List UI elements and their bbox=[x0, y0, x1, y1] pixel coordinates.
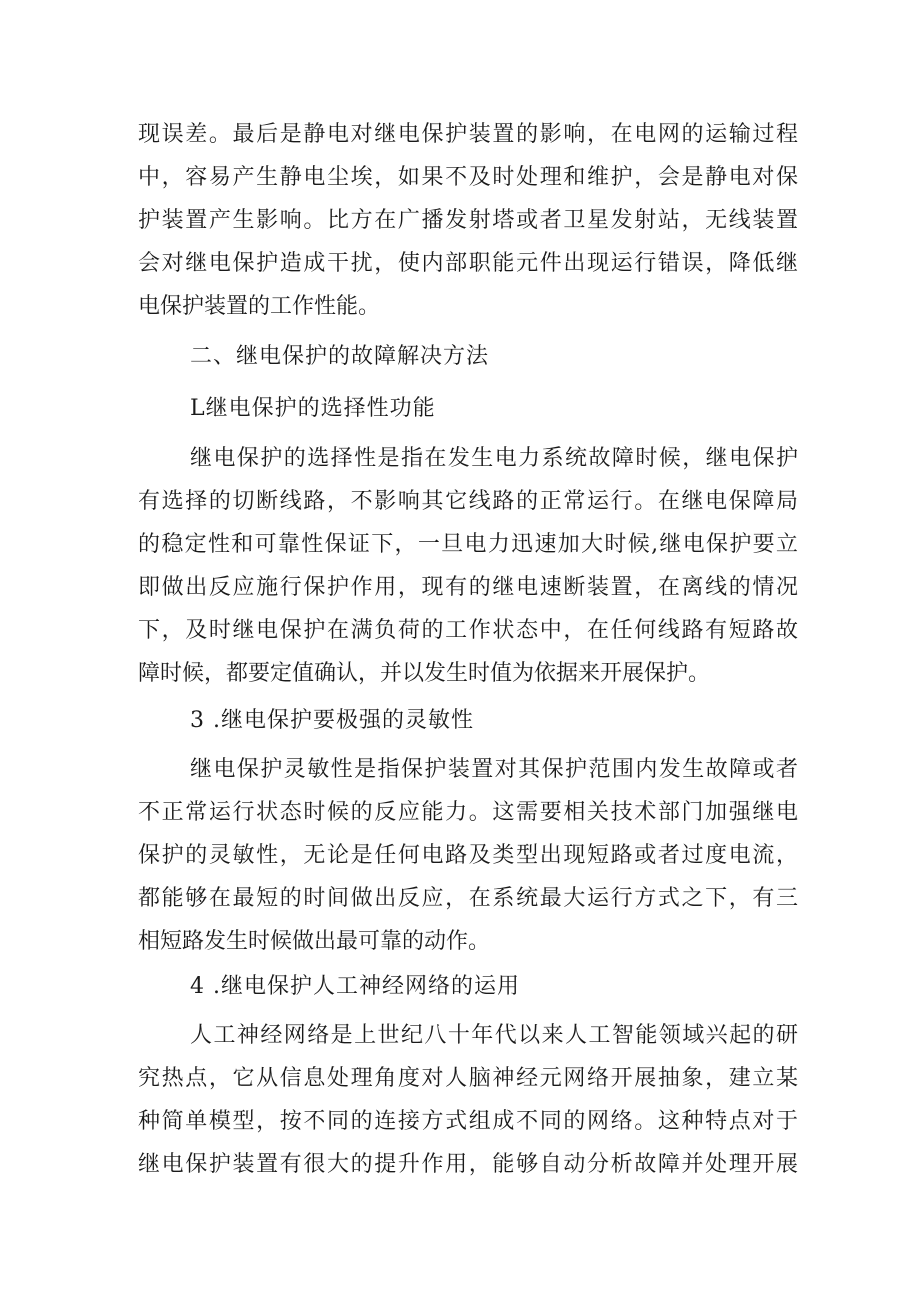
paragraph-line: 继电保护的选择性是指在发生电力系统故障时候，继电保护 bbox=[190, 446, 798, 471]
paragraph-line: 中，容易产生静电尘埃，如果不及时处理和维护，会是静电对保 bbox=[138, 165, 798, 190]
paragraph-line: 究热点，它从信息处理角度对人脑神经元网络开展抽象，建立某 bbox=[138, 1066, 798, 1091]
paragraph-line: 都能够在最短的时间做出反应，在系统最大运行方式之下，有三 bbox=[138, 886, 798, 911]
paragraph-line: 下，及时继电保护在满负荷的工作状态中，在任何线路有短路故 bbox=[138, 618, 798, 643]
paragraph-line: 保护的灵敏性，无论是任何电路及类型出现短路或者过度电流， bbox=[138, 843, 798, 868]
paragraph-line: 障时候，都要定值确认，并以发生时值为依据来开展保护。 bbox=[138, 661, 711, 686]
subheading: 3 .继电保护要极强的灵敏性 bbox=[190, 708, 474, 733]
paragraph-line: 继电保护装置有很大的提升作用，能够自动分析故障并处理开展 bbox=[138, 1152, 798, 1177]
paragraph-line: 继电保护灵敏性是指保护装置对其保护范围内发生故障或者 bbox=[190, 757, 798, 782]
paragraph-line: 人工神经网络是上世纪八十年代以来人工智能领域兴起的研 bbox=[190, 1023, 798, 1048]
paragraph-line: 电保护装置的工作性能。 bbox=[138, 294, 381, 319]
paragraph-line: 会对继电保护造成干扰，使内部职能元件出现运行错误，降低继 bbox=[138, 251, 798, 276]
paragraph-line: 现误差。最后是静电对继电保护装置的影响，在电网的运输过程 bbox=[138, 122, 798, 147]
section-heading: 二、继电保护的故障解决方法 bbox=[190, 344, 490, 369]
paragraph-line: 相短路发生时候做出最可靠的动作。 bbox=[138, 929, 491, 954]
paragraph-line: 护装置产生影响。比方在广播发射塔或者卫星发射站，无线装置 bbox=[138, 208, 798, 233]
subheading: L继电保护的选择性功能 bbox=[190, 396, 436, 421]
subheading: 4 .继电保护人工神经网络的运用 bbox=[190, 974, 520, 999]
paragraph-line: 有选择的切断线路，不影响其它线路的正常运行。在继电保障局 bbox=[138, 489, 798, 514]
paragraph-line: 种简单模型，按不同的连接方式组成不同的网络。这种特点对于 bbox=[138, 1109, 798, 1134]
paragraph-line: 即做出反应施行保护作用，现有的继电速断装置，在离线的情况 bbox=[138, 575, 798, 600]
paragraph-line: 不正常运行状态时候的反应能力。这需要相关技术部门加强继电 bbox=[138, 800, 798, 825]
paragraph-line: 的稳定性和可靠性保证下，一旦电力迅速加大时候,继电保护要立 bbox=[138, 532, 798, 557]
